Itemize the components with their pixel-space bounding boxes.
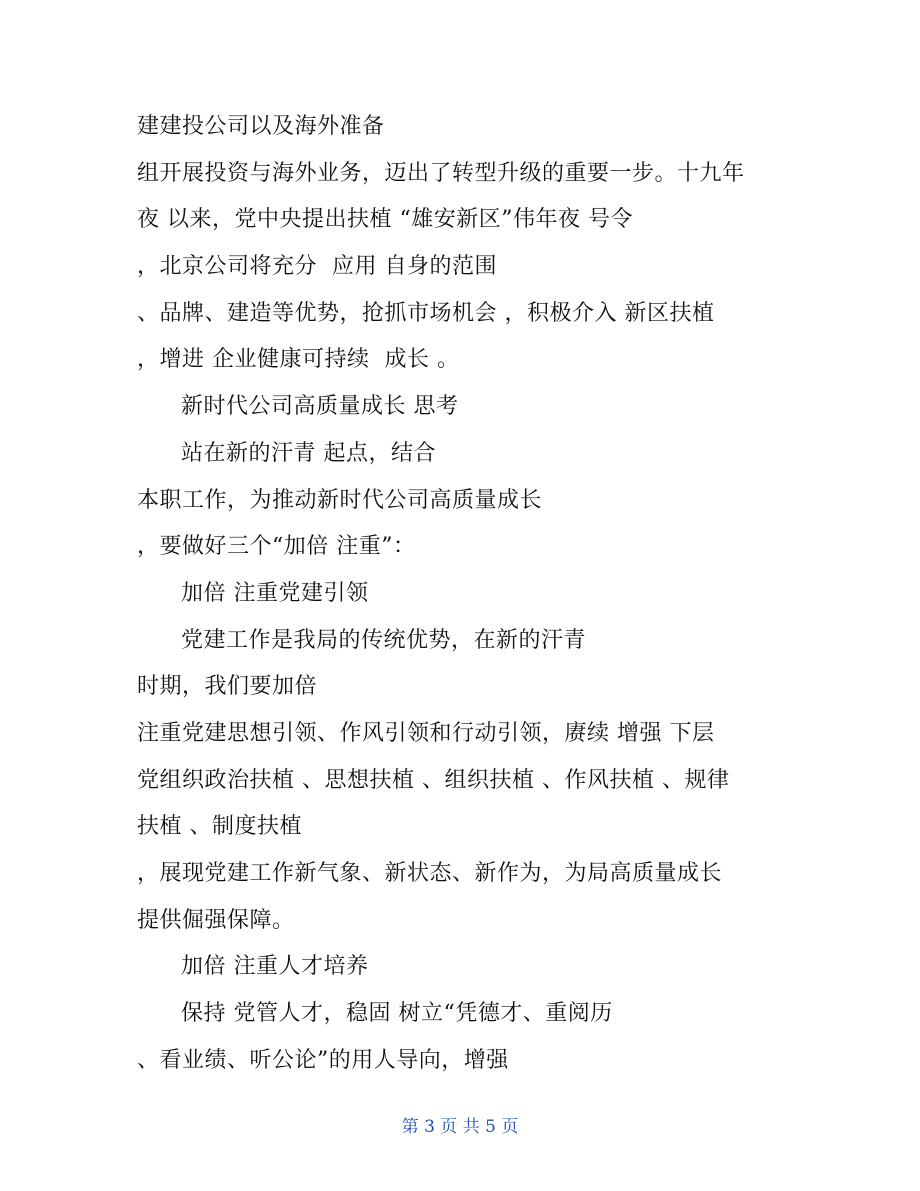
text-line: 夜 以来，党中央提出扶植 “雄安新区”伟年夜 号令 (137, 207, 633, 233)
text-line: 新时代公司高质量成长 思考 (181, 394, 459, 420)
text-line: 加倍 注重人才培养 (181, 954, 369, 980)
text-line: 站在新的汗青 起点，结合 (181, 440, 436, 466)
text-line: 注重党建思想引领、作风引领和行动引领，赓续 增强 下层 (137, 720, 715, 746)
text-line: 扶植 、制度扶植 (137, 814, 302, 840)
text-line: 保持 党管人才，稳固 树立“凭德才、重阅历 (181, 1001, 613, 1027)
text-line: 提供倔强保障。 (137, 907, 295, 933)
text-line: 组开展投资与海外业务，迈出了转型升级的重要一步。十九年 (137, 160, 745, 186)
text-line: 建建投公司以及海外准备 (137, 114, 385, 139)
page-number-footer: 第 3 页 共 5 页 (401, 1117, 519, 1137)
text-line: 党建工作是我局的传统优势，在新的汗青 (181, 627, 587, 653)
text-line: ，展现党建工作新气象、新状态、新作为，为局高质量成长 (137, 861, 723, 886)
text-line: ，增进 企业健康可持续 成长 。 (137, 347, 460, 373)
text-line: ，北京公司将充分 应用 自身的范围 (137, 254, 497, 280)
text-line: 、看业绩、听公论”的用人导向，增强 (137, 1047, 509, 1073)
text-line: 本职工作，为推动新时代公司高质量成长 (137, 487, 543, 513)
text-line: 加倍 注重党建引领 (181, 580, 369, 606)
document-body (137, 104, 797, 1084)
text-line: 、品牌、建造等优势，抢抓市场机会 ，积极介入 新区扶植 (137, 300, 715, 326)
text-line: 时期，我们要加倍 (137, 674, 318, 700)
text-line: ，要做好三个“加倍 注重”： (137, 534, 416, 560)
text-line: 党组织政治扶植 、思想扶植 、组织扶植 、作风扶植 、规律 (137, 767, 730, 793)
